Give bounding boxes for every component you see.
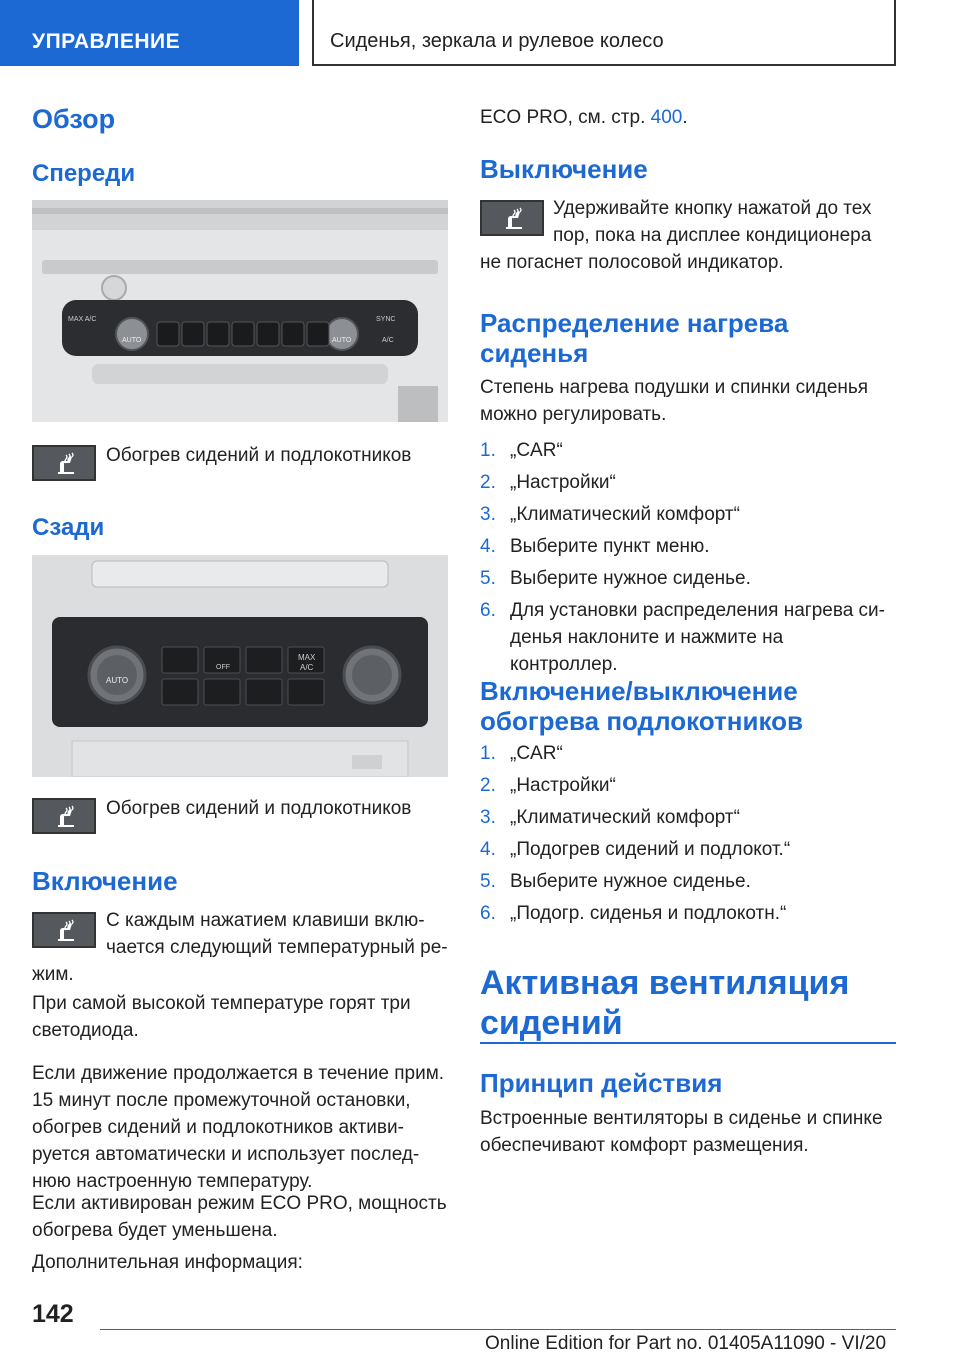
page-number: 142 bbox=[32, 1300, 74, 1328]
list-item: 5. Выберите нужное сиденье. bbox=[480, 871, 751, 892]
overview-title: Обзор bbox=[32, 104, 116, 134]
on-title: Включение bbox=[32, 866, 178, 896]
principle-title: Принцип действия bbox=[480, 1068, 723, 1098]
sync-label: SYNC bbox=[376, 316, 396, 323]
off-text-line1: Удерживайте кнопку нажатой до тех bbox=[553, 198, 872, 219]
list-item: 3. „Климатический комфорт“ bbox=[480, 504, 740, 525]
list-item: 6. Для установки распределения нагрева си-денья наклоните и нажмите на контроллер. bbox=[480, 600, 885, 675]
maxac-label: MAX A/C bbox=[68, 316, 97, 323]
list-item: 2. „Настройки“ bbox=[480, 775, 616, 796]
seat-heat-icon bbox=[502, 207, 526, 231]
eco-reference bbox=[480, 104, 896, 131]
rear-off-label: OFF bbox=[216, 664, 230, 671]
on-text-line3: жим. bbox=[32, 964, 74, 985]
on-text-leds: При самой высокой температуре горят три светодиода. bbox=[32, 993, 411, 1041]
rear-auto-label: AUTO bbox=[106, 676, 129, 685]
on-seat-heating-button-icon bbox=[32, 912, 96, 948]
front-title: Спереди bbox=[32, 160, 136, 187]
rear-title: Сзади bbox=[32, 514, 105, 541]
auto-right-label: AUTO bbox=[332, 337, 352, 344]
front-console-photo bbox=[32, 200, 448, 422]
eco-page-link[interactable]: 400 bbox=[650, 107, 683, 128]
distribution-title-line2: сиденья bbox=[480, 338, 589, 368]
chapter-title: Сиденья, зеркала и рулевое колесо bbox=[312, 0, 896, 66]
rear-ac-label: A/C bbox=[300, 663, 314, 672]
armrest-steps bbox=[480, 740, 896, 932]
seat-heat-icon bbox=[54, 452, 78, 476]
seat-heat-icon bbox=[54, 805, 78, 829]
list-item: 6. „Подогр. сиденья и подлокотн.“ bbox=[480, 903, 787, 924]
section-divider bbox=[480, 1042, 896, 1044]
eco-reference-dot: . bbox=[682, 107, 688, 128]
list-item: 2. „Настройки“ bbox=[480, 472, 616, 493]
on-text-eco: Если активирован режим ECO PRO, мощность обогрева будет уменьшена. bbox=[32, 1193, 447, 1241]
footer-divider bbox=[100, 1329, 896, 1330]
list-item: 3. „Климатический комфорт“ bbox=[480, 807, 740, 828]
rear-max-label: MAX bbox=[298, 653, 316, 662]
rear-caption: Обогрев сидений и подлокотников bbox=[106, 798, 412, 819]
auto-left-label: AUTO bbox=[122, 337, 142, 344]
off-title: Выключение bbox=[480, 154, 648, 184]
ventilation-title-line1: Активная вентиляция bbox=[480, 964, 850, 1002]
rear-seat-heating-button-icon bbox=[32, 798, 96, 834]
armrest-title-line2: обогрева подлокотников bbox=[480, 706, 803, 736]
seat-heat-icon bbox=[54, 919, 78, 943]
list-item: 1. „CAR“ bbox=[480, 743, 563, 764]
on-text-line1: С каждым нажатием клавиши вклю- bbox=[106, 910, 425, 931]
ac-label: A/C bbox=[382, 337, 394, 344]
on-text-auto: Если движение продолжается в течение прим. 15 минут после промежуточной остановки, обогрев сидений и подлокотников активи-руется автоматически и использует послед-нюю настроенную температуру. bbox=[32, 1063, 445, 1192]
seat-heating-button-icon bbox=[32, 445, 96, 481]
rear-console-photo bbox=[32, 555, 448, 777]
ventilation-title-line2: сидений bbox=[480, 1004, 623, 1042]
off-text-line3: не погаснет полосовой индикатор. bbox=[480, 252, 784, 273]
edition-note: Online Edition for Part no. 01405A11090 - VI/20 bbox=[485, 1333, 887, 1354]
principle-text: Встроенные вентиляторы в сиденье и спинке обеспечивают комфорт размещения. bbox=[480, 1108, 883, 1156]
list-item: 4. Выберите пункт меню. bbox=[480, 536, 710, 557]
distribution-title-line1: Распределение нагрева bbox=[480, 308, 789, 338]
on-text-line2: чается следующий температурный ре- bbox=[106, 937, 448, 958]
list-item: 1. „CAR“ bbox=[480, 440, 563, 461]
distribution-text: Степень нагрева подушки и спинки сиденья можно регулировать. bbox=[480, 377, 869, 425]
list-item: 4. „Подогрев сидений и подлокот.“ bbox=[480, 839, 791, 860]
off-text-line2: пор, пока на дисплее кондиционера bbox=[553, 225, 872, 246]
page-header bbox=[0, 0, 960, 66]
eco-reference-text: ECO PRO, см. стр. bbox=[480, 107, 646, 128]
front-caption: Обогрев сидений и подлокотников bbox=[106, 445, 412, 466]
off-seat-heating-button-icon bbox=[480, 200, 544, 236]
section-tab: УПРАВЛЕНИЕ bbox=[0, 0, 299, 66]
armrest-title-line1: Включение/выключение bbox=[480, 676, 798, 706]
distribution-steps bbox=[480, 437, 896, 683]
on-text-more-info: Дополнительная информация: bbox=[32, 1252, 303, 1273]
list-item: 5. Выберите нужное сиденье. bbox=[480, 568, 751, 589]
